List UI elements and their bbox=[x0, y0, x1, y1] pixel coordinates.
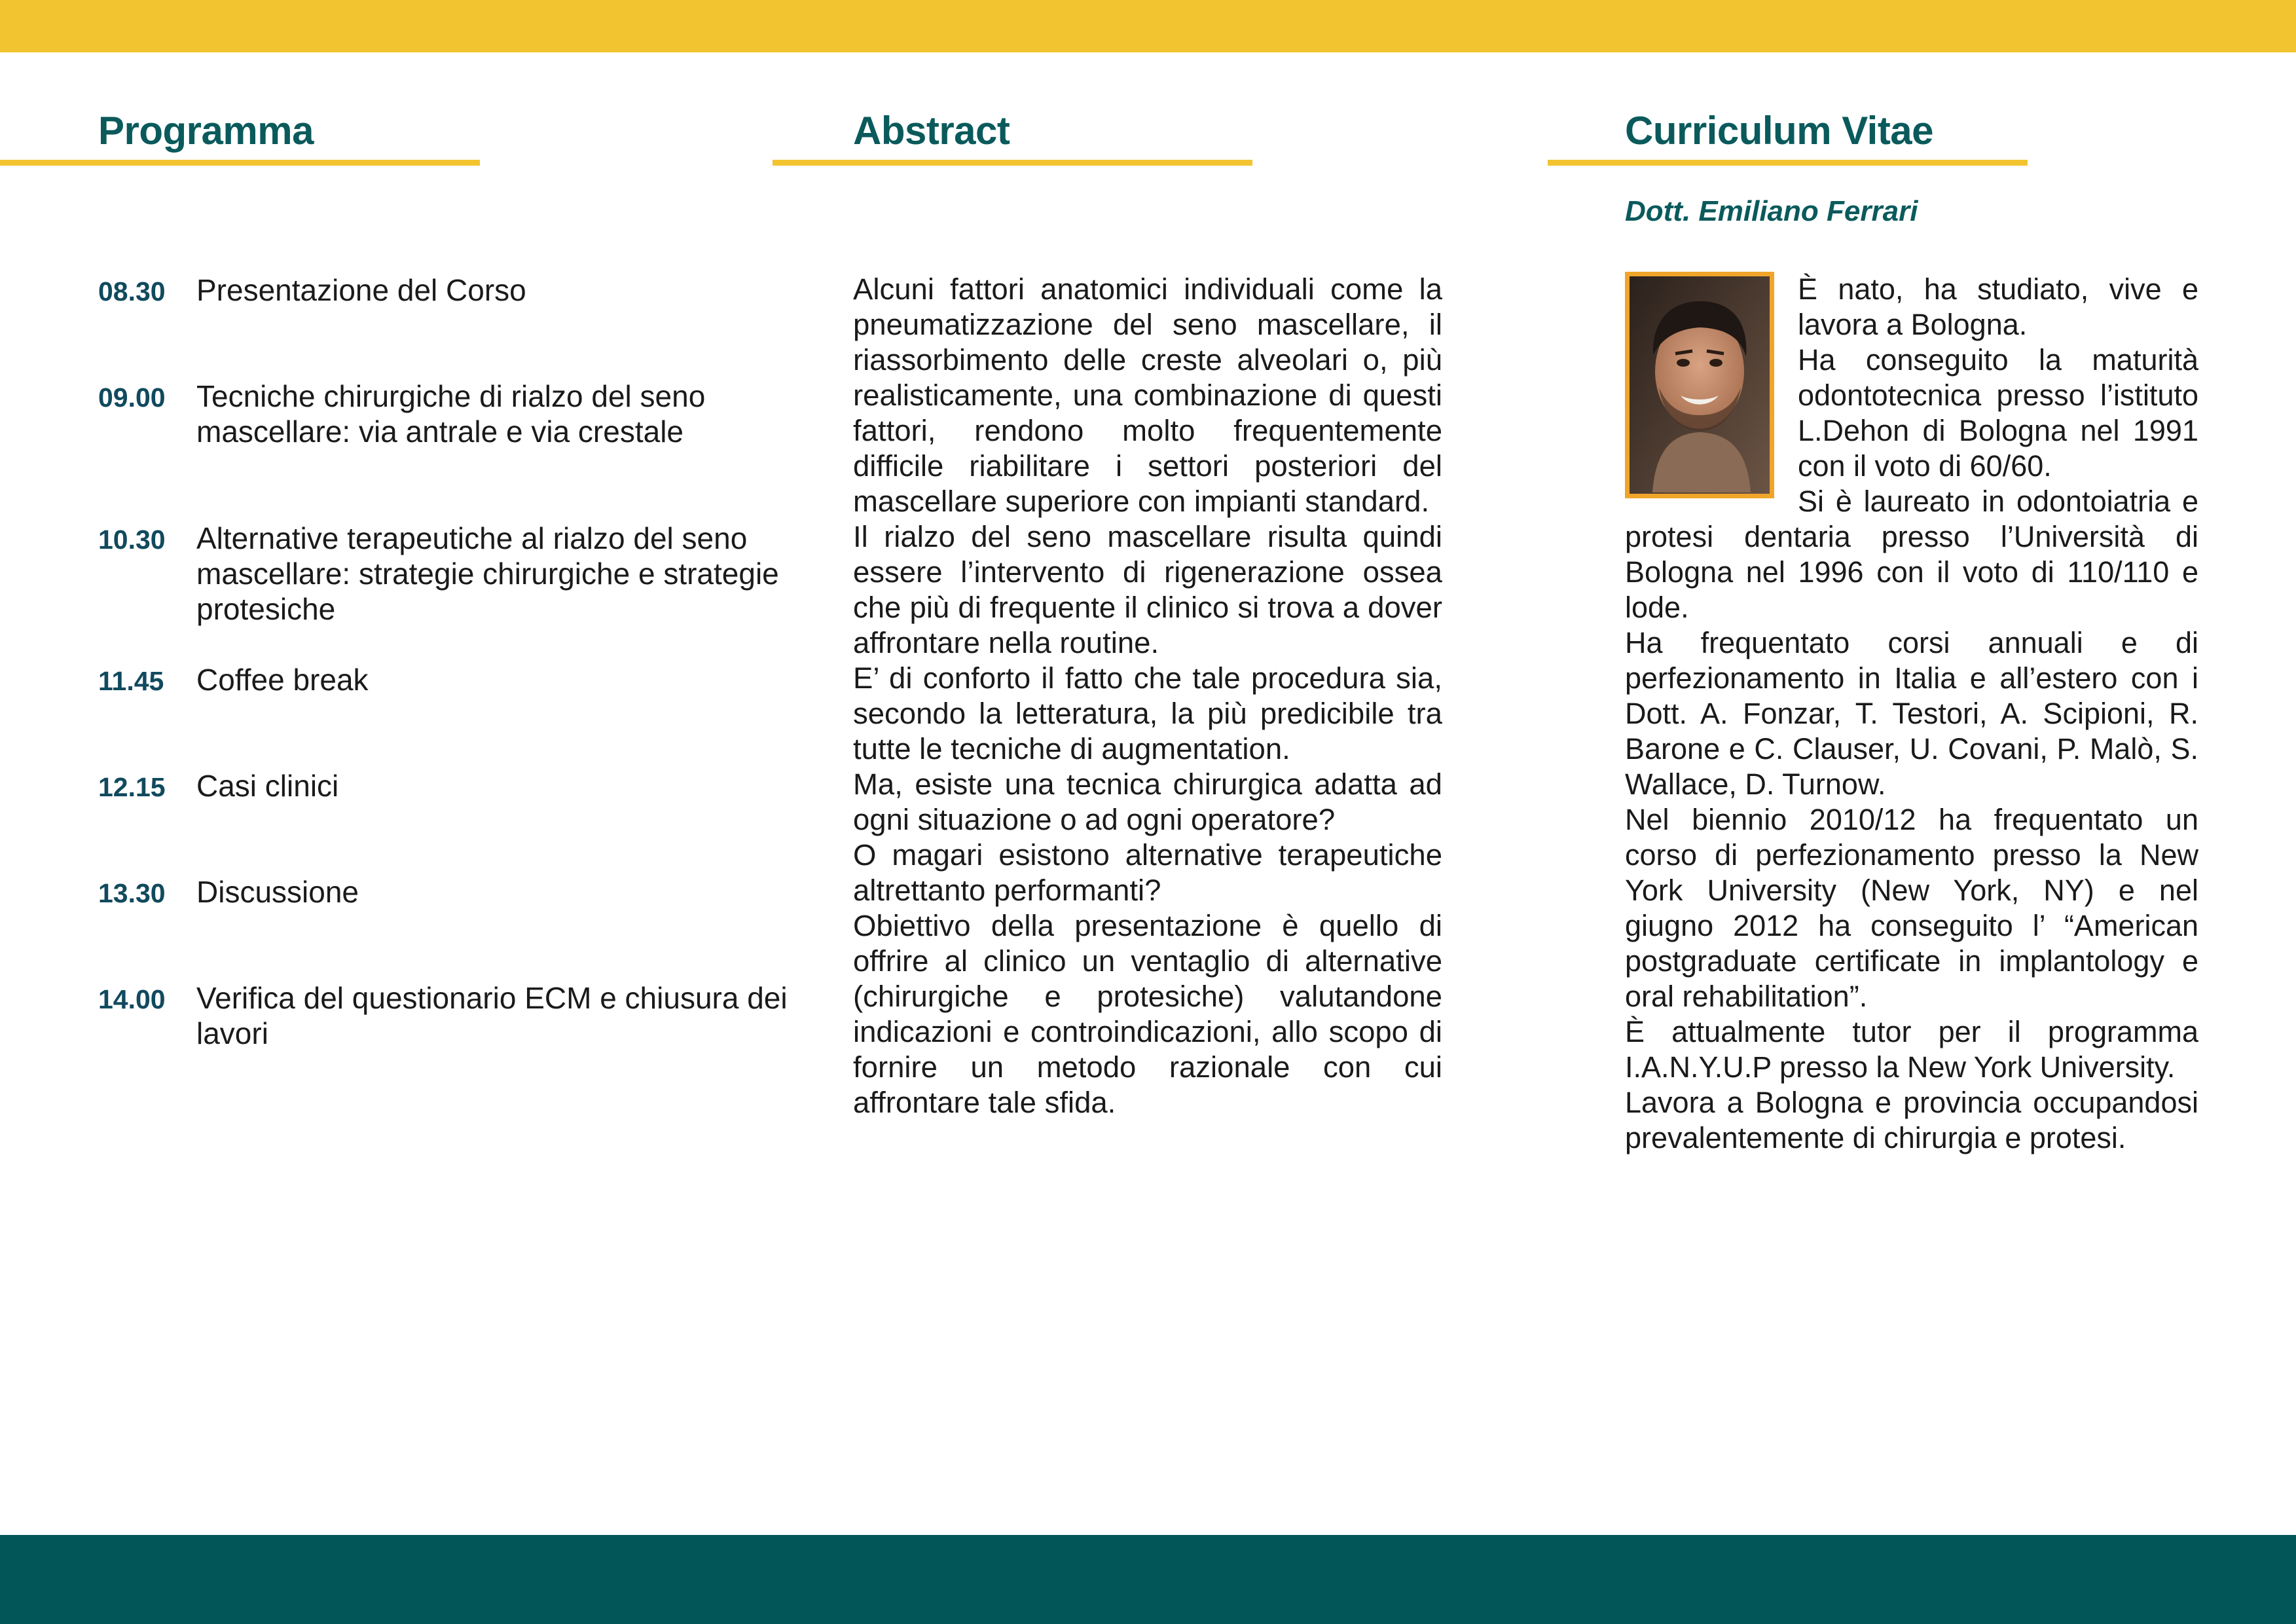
abstract-body bbox=[853, 272, 1442, 1120]
programma-time: 14.00 bbox=[98, 984, 166, 1014]
programma-time: 10.30 bbox=[98, 525, 166, 555]
programma-title: Casi clinici bbox=[196, 769, 339, 803]
abstract-heading: Abstract bbox=[853, 109, 1010, 153]
cv-body bbox=[1625, 272, 2198, 1156]
programma-time: 09.00 bbox=[98, 382, 166, 413]
abstract-rule bbox=[773, 160, 1252, 166]
programma-title: Discussione bbox=[196, 875, 359, 909]
cv-paragraph: È nato, ha studiato, vive e lavora a Bologna. bbox=[1798, 272, 2198, 341]
programma-title: Presentazione del Corso bbox=[196, 273, 526, 307]
cv-paragraph: Ha frequentato corsi annuali e di perfezionamento in Italia e all’estero con i Dott. A. Fonzar, T. Testori, A. Scipioni, R. Barone e C. Clauser, U. Covani, P. Malò, S. Wallace, D. Turnow. bbox=[1625, 626, 2198, 801]
abstract-paragraph: Alcuni fattori anatomici individuali come la pneumatizzazione del seno mascellare, il riassorbimento delle creste alveolari o, più realisticamente, una combinazione di questi fattori, rendono molto frequentemente difficile riabilitare i settori posteriori del mascellare superiore con impianti standard. bbox=[853, 272, 1442, 518]
programma-heading: Programma bbox=[98, 109, 314, 153]
programma-time: 12.15 bbox=[98, 772, 166, 802]
cv-person-name: Dott. Emiliano Ferrari bbox=[1625, 195, 1918, 227]
programma-time: 11.45 bbox=[98, 666, 164, 696]
portrait-image bbox=[1630, 276, 1770, 494]
cv-paragraph: Lavora a Bologna e provincia occupandosi prevalentemente di chirurgia e protesi. bbox=[1625, 1086, 2198, 1154]
portrait-photo bbox=[1625, 272, 1774, 498]
cv-rule bbox=[1548, 160, 2028, 166]
cv-paragraph: Si è laureato in odontoiatria e protesi dentaria presso l’Università di Bologna nel 1996 con il voto di 110/110 e lode. bbox=[1625, 485, 2198, 624]
cv-heading: Curriculum Vitae bbox=[1625, 109, 1934, 153]
cv-paragraph: Nel biennio 2010/12 ha frequentato un corso di perfezionamento presso la New York University (New York, NY) e nel giugno 2012 ha conseguito l’ “American postgraduate certificate in implantology e oral rehabilitation”. bbox=[1625, 803, 2198, 1013]
bottom-footer-band bbox=[0, 1535, 2296, 1624]
cv-paragraph: Ha conseguito la maturità odontotecnica presso l’istituto L.Dehon di Bologna nel 1991 con il voto di 60/60. bbox=[1798, 343, 2198, 483]
abstract-paragraph: O magari esistono alternative terapeutiche altrettanto performanti? bbox=[853, 838, 1442, 907]
programma-time: 08.30 bbox=[98, 276, 166, 306]
programma-title: Coffee break bbox=[196, 663, 369, 697]
programma-time: 13.30 bbox=[98, 878, 166, 908]
abstract-paragraph: E’ di conforto il fatto che tale procedura sia, secondo la letteratura, la più predicibile tra tutte le tecniche di augmentation. bbox=[853, 661, 1442, 766]
abstract-paragraph: Obiettivo della presentazione è quello di offrire al clinico un ventaglio di alternative (chirurgiche e protesiche) valutandone indicazioni e controindicazioni, allo scopo di fornire un metodo razionale con cui affrontare tale sfida. bbox=[853, 909, 1442, 1119]
programma-title: Verifica del questionario ECM e chiusura dei lavori bbox=[196, 981, 788, 1050]
programma-rule bbox=[0, 160, 480, 166]
cv-paragraph: È attualmente tutor per il programma I.A.N.Y.U.P presso la New York University. bbox=[1625, 1015, 2198, 1084]
top-accent-band bbox=[0, 0, 2296, 52]
abstract-paragraph: Ma, esiste una tecnica chirurgica adatta ad ogni situazione o ad ogni operatore? bbox=[853, 767, 1442, 836]
abstract-paragraph: Il rialzo del seno mascellare risulta quindi essere l’intervento di rigenerazione ossea che più di frequente il clinico si trova a dover affrontare nella routine. bbox=[853, 520, 1442, 659]
programma-title: Tecniche chirurgiche di rialzo del seno mascellare: via antrale e via crestale bbox=[196, 379, 706, 449]
programma-title: Alternative terapeutiche al rialzo del seno mascellare: strategie chirurgiche e strategie protesiche bbox=[196, 521, 779, 626]
